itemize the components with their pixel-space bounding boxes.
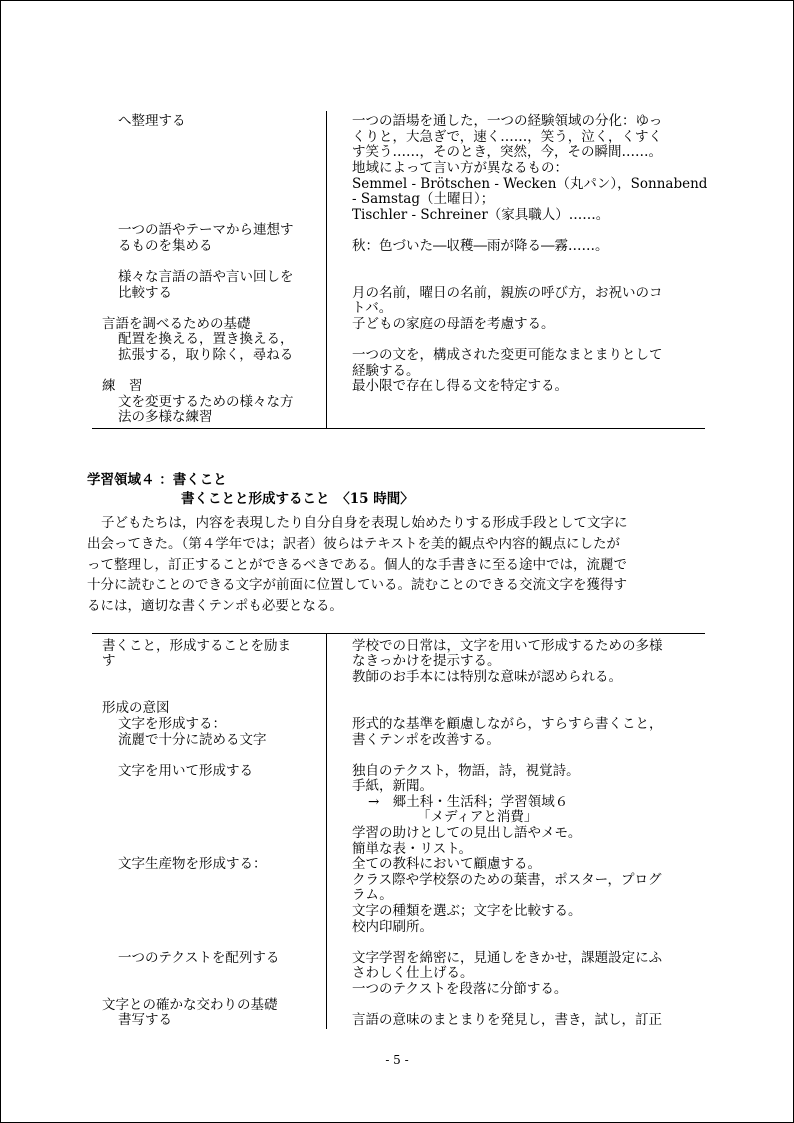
table1-right-line: 秋：色づいた―収穫―雨が降る―霧……。: [352, 238, 609, 254]
table2-left-line: 流麗で十分に読める文字: [118, 732, 267, 748]
table2-right-line: 文字学習を綿密に，見通しをきかせ，課題設定にふ: [352, 950, 663, 966]
table2-right-line: 文字の種類を選ぶ；文字を比較する。: [352, 903, 582, 919]
table1-left-line: 言語を調べるための基礎: [102, 316, 251, 332]
table2-right-line: 一つのテクストを段落に分節する。: [352, 981, 568, 997]
table2-left-line: 文字生産物を形成する：: [118, 856, 267, 872]
table1-right-line: Tischler - Schreiner（家具職人）……。: [352, 207, 610, 223]
table2-column-divider: [326, 633, 327, 1029]
table1-right-line: 子どもの家庭の母語を考慮する。: [352, 316, 555, 332]
table2-right-line: → 郷土科・生活科；学習領域６: [368, 794, 569, 810]
table1-right-line: トバ。: [352, 300, 393, 316]
table2-right-line: 校内印刷所。: [352, 919, 433, 935]
table1-left-line: 様々な言語の語や言い回しを: [118, 269, 294, 285]
table1-left-line: 拡張する，取り除く，尋ねる: [118, 347, 294, 363]
table1-left-line: 配置を換える，置き換える，: [118, 331, 294, 347]
table1-right-line: 最小限で存在し得る文を特定する。: [352, 378, 568, 394]
body-paragraph-line: 十分に読むことのできる文字が前面に位置している。読むことのできる交流文字を獲得す: [87, 577, 627, 593]
table2-left-line: 一つのテクストを配列する: [118, 950, 280, 966]
table1-left-line: 文を変更するための様々な方: [118, 394, 294, 410]
body-paragraph-line: るには，適切な書くテンポも必要となる。: [87, 598, 343, 614]
table1-right-line: 一つの語場を通した，一つの経験領域の分化：ゆっ: [352, 113, 663, 129]
table2-left-line: 文字との確かな交わりの基礎: [102, 997, 278, 1013]
table2-top-rule: [92, 633, 705, 634]
body-paragraph-line: 出会ってきた。（第４学年では；訳者）彼らはテキストを美的観点や内容的観点にしたが: [87, 536, 620, 552]
table1-right-line: 地域によって言い方が異なるもの：: [352, 160, 568, 176]
table2-left-line: 書写する: [118, 1012, 172, 1028]
table2-right-line: 教師のお手本には特別な意味が認められる。: [352, 669, 622, 685]
table2-left-line: す: [102, 653, 116, 669]
table1-left-line: るものを集める: [118, 238, 213, 254]
table2-right-line: 言語の意味のまとまりを発見し，書き，試し，訂正: [352, 1012, 662, 1028]
table1-right-line: す笑う……，そのとき，突然，今，その瞬間……。: [352, 144, 662, 160]
table2-right-line: ラム。: [352, 887, 393, 903]
table2-right-line: 形式的な基準を顧慮しながら，すらすら書くこと，: [352, 716, 663, 732]
table2-right-line: さわしく仕上げる。: [352, 965, 474, 981]
table2-right-line: 簡単な表・リスト。: [352, 841, 473, 857]
table1-left-line: 練 習: [102, 378, 143, 394]
table2-right-line: 独自のテクスト，物語，詩，視覚詩。: [352, 763, 580, 779]
table2-right-line: 「メディアと消費」: [417, 809, 538, 825]
table1-left-line: 比較する: [118, 285, 172, 301]
table1-left-line: 法の多様な練習: [118, 409, 213, 425]
table2-left-line: 文字を用いて形成する: [118, 763, 253, 779]
table2-left-line: 形成の意図: [102, 700, 170, 716]
page-number: - 5 -: [385, 1053, 409, 1067]
table1-right-line: くりと，大急ぎで，速く……，笑う，泣く，くすく: [352, 129, 662, 145]
table1-right-line: 一つの文を，構成された変更可能なまとまりとして: [352, 347, 663, 363]
table1-right-line: 月の名前，曜日の名前，親族の呼び方，お祝いのコ: [352, 285, 663, 301]
table2-right-line: クラス際や学校祭のための葉書，ポスター，プログ: [352, 872, 662, 888]
body-paragraph-line: 子どもたちは，内容を表現したり自分自身を表現し始めたりする形成手段として文字に: [101, 515, 628, 531]
table2-right-line: 学校での日常は，文字を用いて形成するための多様: [352, 638, 663, 654]
section-subheading: 書くことと形成すること 〈15 時間〉: [181, 491, 414, 507]
table2-right-line: 学習の助けとしての見出し語やメモ。: [352, 825, 582, 841]
table2-left-line: 書くこと，形成することを励ま: [102, 638, 291, 654]
table1-left-line: 一つの語やテーマから連想す: [118, 222, 294, 238]
table1-right-line: 経験する。: [352, 363, 420, 379]
table2-right-line: 全ての教科において顧慮する。: [352, 856, 541, 872]
table1-right-line: - Samstag（土曜日）；: [352, 191, 495, 207]
table1-right-line: Semmel - Brötschen - Wecken（丸パン），Sonnabend: [352, 176, 708, 192]
table2-right-line: なきっかけを提示する。: [352, 653, 501, 669]
table1-column-divider: [326, 111, 327, 429]
table2-right-line: 手紙，新聞。: [352, 778, 433, 794]
table1-bottom-rule: [92, 428, 705, 429]
body-paragraph-line: って整理し，訂正することができるべきである。個人的な手書きに至る途中では，流麗で: [87, 557, 627, 573]
table1-left-line: へ整理する: [118, 113, 186, 129]
section-heading: 学習領域４ ：書くこと: [87, 472, 227, 488]
table2-left-line: 文字を形成する：: [118, 716, 226, 732]
table2-right-line: 書くテンポを改善する。: [352, 732, 500, 748]
